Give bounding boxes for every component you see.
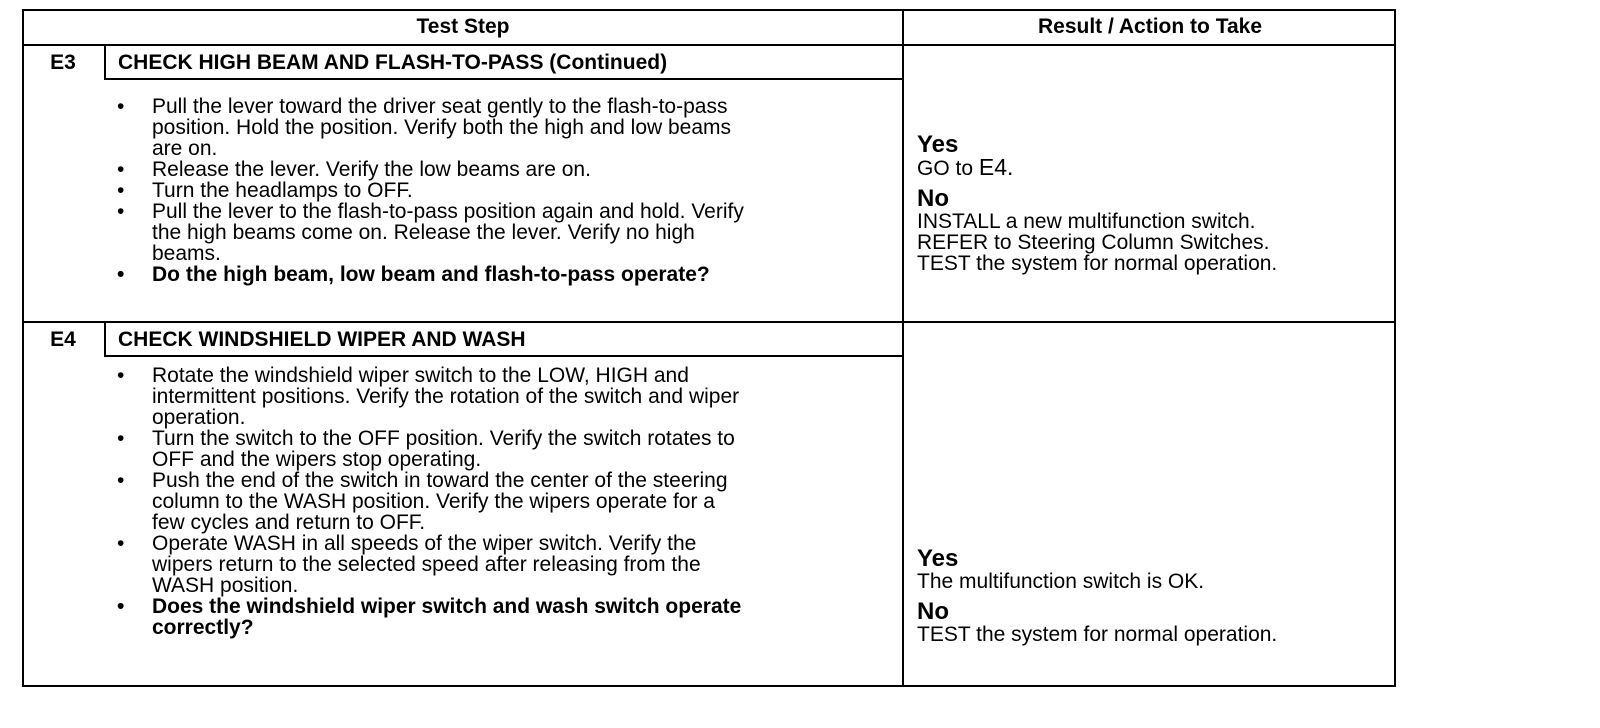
- step-title-e4: CHECK WINDSHIELD WIPER AND WASH: [118, 328, 526, 351]
- instruction-text: Push the end of the switch in toward the center of the steering column to the WASH position. Verify the wipers operate for a few cycles and return to OFF.: [152, 469, 728, 534]
- result-no-label: No: [917, 598, 949, 625]
- border-e4-title-bottom: [104, 355, 904, 357]
- list-item: [112, 96, 744, 159]
- bullet-icon: •: [117, 158, 125, 181]
- step-title-e3: CHECK HIGH BEAM AND FLASH-TO-PASS (Continued): [118, 51, 668, 74]
- bullet-icon: •: [117, 200, 125, 223]
- list-item: [112, 201, 744, 264]
- result-yes-text: The multifunction switch is OK.: [917, 570, 1205, 593]
- step-id-e3: E3: [50, 50, 76, 74]
- instruction-text: Rotate the windshield wiper switch to the LOW, HIGH and intermittent positions. Verify the rotation of the switch and wiper operation.: [152, 364, 740, 429]
- list-item: [112, 365, 741, 428]
- bullet-icon: •: [117, 364, 125, 387]
- border-e3-bottom: [22, 321, 1396, 323]
- bullet-icon: •: [117, 427, 125, 450]
- bullet-icon: •: [117, 595, 125, 618]
- result-yes-label: Yes: [917, 545, 959, 572]
- list-item: [112, 264, 744, 285]
- list-item: [112, 180, 744, 201]
- result-no-text: TEST the system for normal operation.: [917, 623, 1278, 646]
- list-item: [112, 596, 741, 638]
- border-e4-id-divider: [104, 321, 106, 357]
- border-column-divider: [902, 9, 904, 687]
- step-question: Do the high beam, low beam and flash-to-pass operate?: [152, 263, 710, 286]
- list-item: [112, 533, 741, 596]
- list-item: [112, 470, 741, 533]
- list-item: [112, 428, 741, 470]
- test-step-table: [22, 9, 1396, 706]
- bullet-icon: •: [117, 179, 125, 202]
- step-question: Does the windshield wiper switch and wash switch operate correctly?: [152, 595, 742, 639]
- border-e3-id-divider: [104, 44, 106, 80]
- bullet-icon: •: [117, 469, 125, 492]
- result-no-label: No: [917, 185, 949, 212]
- instruction-text: Operate WASH in all speeds of the wiper switch. Verify the wipers return to the selected speed after releasing from the WASH position.: [152, 532, 701, 597]
- step-e4-instructions: [112, 365, 741, 638]
- result-e4: [917, 547, 1277, 645]
- result-yes-label: Yes: [917, 131, 959, 158]
- header-result-action: Result / Action to Take: [1037, 15, 1263, 38]
- bullet-icon: •: [117, 95, 125, 118]
- step-e3-instructions: [112, 96, 744, 285]
- step-id-e4: E4: [50, 327, 76, 351]
- instruction-text: Turn the switch to the OFF position. Verify the switch rotates to OFF and the wipers stop operating.: [152, 427, 735, 471]
- border-e3-title-bottom: [104, 78, 904, 80]
- header-test-step: Test Step: [416, 15, 510, 38]
- border-right: [1394, 9, 1396, 687]
- list-item: [112, 159, 744, 180]
- instruction-text: Pull the lever to the flash-to-pass position again and hold. Verify the high beams come on. Release the lever. Verify no high beams.: [152, 200, 744, 265]
- instruction-text: Pull the lever toward the driver seat gently to the flash-to-pass position. Hold the position. Verify both the high and low beams are on.: [152, 95, 732, 160]
- bullet-icon: •: [117, 532, 125, 555]
- result-yes-text: [917, 154, 1277, 180]
- instruction-text: Release the lever. Verify the low beams are on.: [152, 158, 591, 181]
- result-e3: [917, 133, 1277, 274]
- border-bottom: [22, 685, 1396, 687]
- result-yes-action: GO to: [917, 157, 979, 180]
- step-reference-link[interactable]: E4.: [978, 154, 1014, 180]
- result-no-text: INSTALL a new multifunction switch. REFER to Steering Column Switches. TEST the system for normal operation.: [917, 210, 1278, 275]
- bullet-icon: •: [117, 263, 125, 286]
- instruction-text: Turn the headlamps to OFF.: [152, 179, 413, 202]
